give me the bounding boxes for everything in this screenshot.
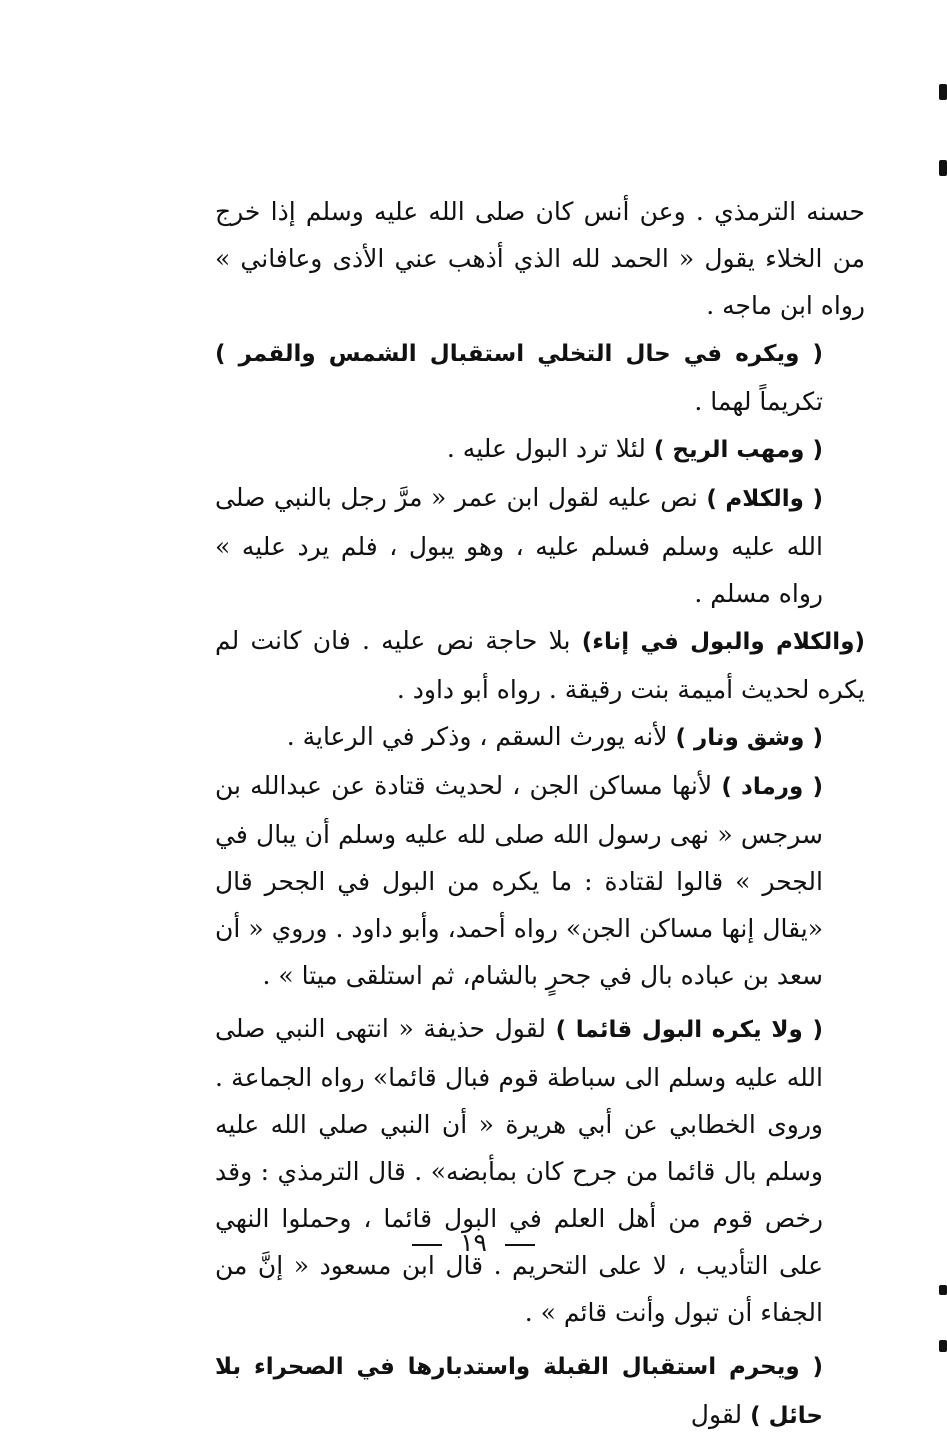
commentary-text: حسنه الترمذي . وعن أنس كان صلى الله عليه وسلم إذا خرج من الخلاء يقول « الحمد لله الذي أذهب عني الأذى وعافاني » رواه ابن ماجه . — [215, 197, 865, 320]
page-number-footer — [0, 1228, 947, 1257]
paragraph — [215, 188, 865, 329]
matn-heading: ( ويكره في حال التخلي استقبال الشمس والقمر ) — [215, 341, 823, 367]
matn-heading: ( ومهب الريح ) — [653, 437, 823, 463]
matn-heading: ( ويحرم استقبال القبلة واستدبارها في الصحراء بلا حائل ) — [215, 1354, 823, 1429]
commentary-text: تكريماً لهما . — [694, 387, 823, 416]
commentary-text: نص عليه لقول ابن عمر « مرَّ رجل بالنبي صلى الله عليه وسلم فسلم عليه ، وهو يبول ، فلم يرد عليه » رواه مسلم . — [215, 483, 823, 608]
paragraph — [215, 1005, 865, 1336]
scan-edge-mark — [939, 1340, 947, 1352]
scan-edge-mark — [939, 1285, 947, 1295]
scan-edge-mark — [939, 160, 947, 176]
paragraph — [215, 617, 865, 713]
commentary-text: بلا حاجة نص عليه . فان كانت لم يكره لحديث أميمة بنت رقيقة . رواه أبو داود . — [215, 626, 865, 704]
paragraph — [215, 329, 865, 425]
commentary-text: لئلا ترد البول عليه . — [446, 434, 654, 463]
commentary-text: لأنه يورث السقم ، وذكر في الرعاية . — [286, 722, 676, 751]
matn-heading: ( وشق ونار ) — [675, 725, 823, 751]
commentary-text: لقول — [690, 1400, 751, 1429]
matn-heading: ( ورماد ) — [721, 774, 823, 800]
dash-decoration — [505, 1244, 535, 1246]
paragraph — [215, 474, 865, 617]
matn-heading: ( والكلام ) — [706, 486, 823, 512]
scan-edge-mark — [939, 84, 947, 100]
page-number: ١٩ — [460, 1228, 487, 1257]
matn-heading: ( ولا يكره البول قائما ) — [555, 1017, 823, 1043]
paragraph — [215, 425, 865, 474]
paragraph — [215, 1342, 865, 1440]
paragraph — [215, 713, 865, 762]
commentary-text: لقول حذيفة « انتهى النبي صلى الله عليه وسلم الى سباطة قوم فبال قائما» رواه الجماعة . وروى الخطابي عن أبي هريرة « أن النبي صلي الله عليه وسلم بال قائما من جرح كان بمأبضه» . قال الترمذي : وقد رخص قوم من أهل العلم في البول قائما ، وحملوا النهي على التأديب ، لا على التحريم . قال ابن مسعود « إنَّ من الجفاء أن تبول وأنت قائم » . — [215, 1014, 823, 1327]
matn-heading: (والكلام والبول في إناء) — [581, 629, 865, 655]
dash-decoration — [412, 1244, 442, 1246]
paragraph — [215, 762, 865, 999]
commentary-text: لأنها مساكن الجن ، لحديث قتادة عن عبدالله بن سرجس « نهى رسول الله صلى لله عليه وسلم أن يبال في الجحر » قالوا لقتادة : ما يكره من البول في الجحر قال «يقال إنها مساكن الجن» رواه أحمد، وأبو داود . وروي « أن سعد بن عباده بال في جحرٍ بالشام، ثم استلقى ميتا » . — [215, 771, 823, 990]
